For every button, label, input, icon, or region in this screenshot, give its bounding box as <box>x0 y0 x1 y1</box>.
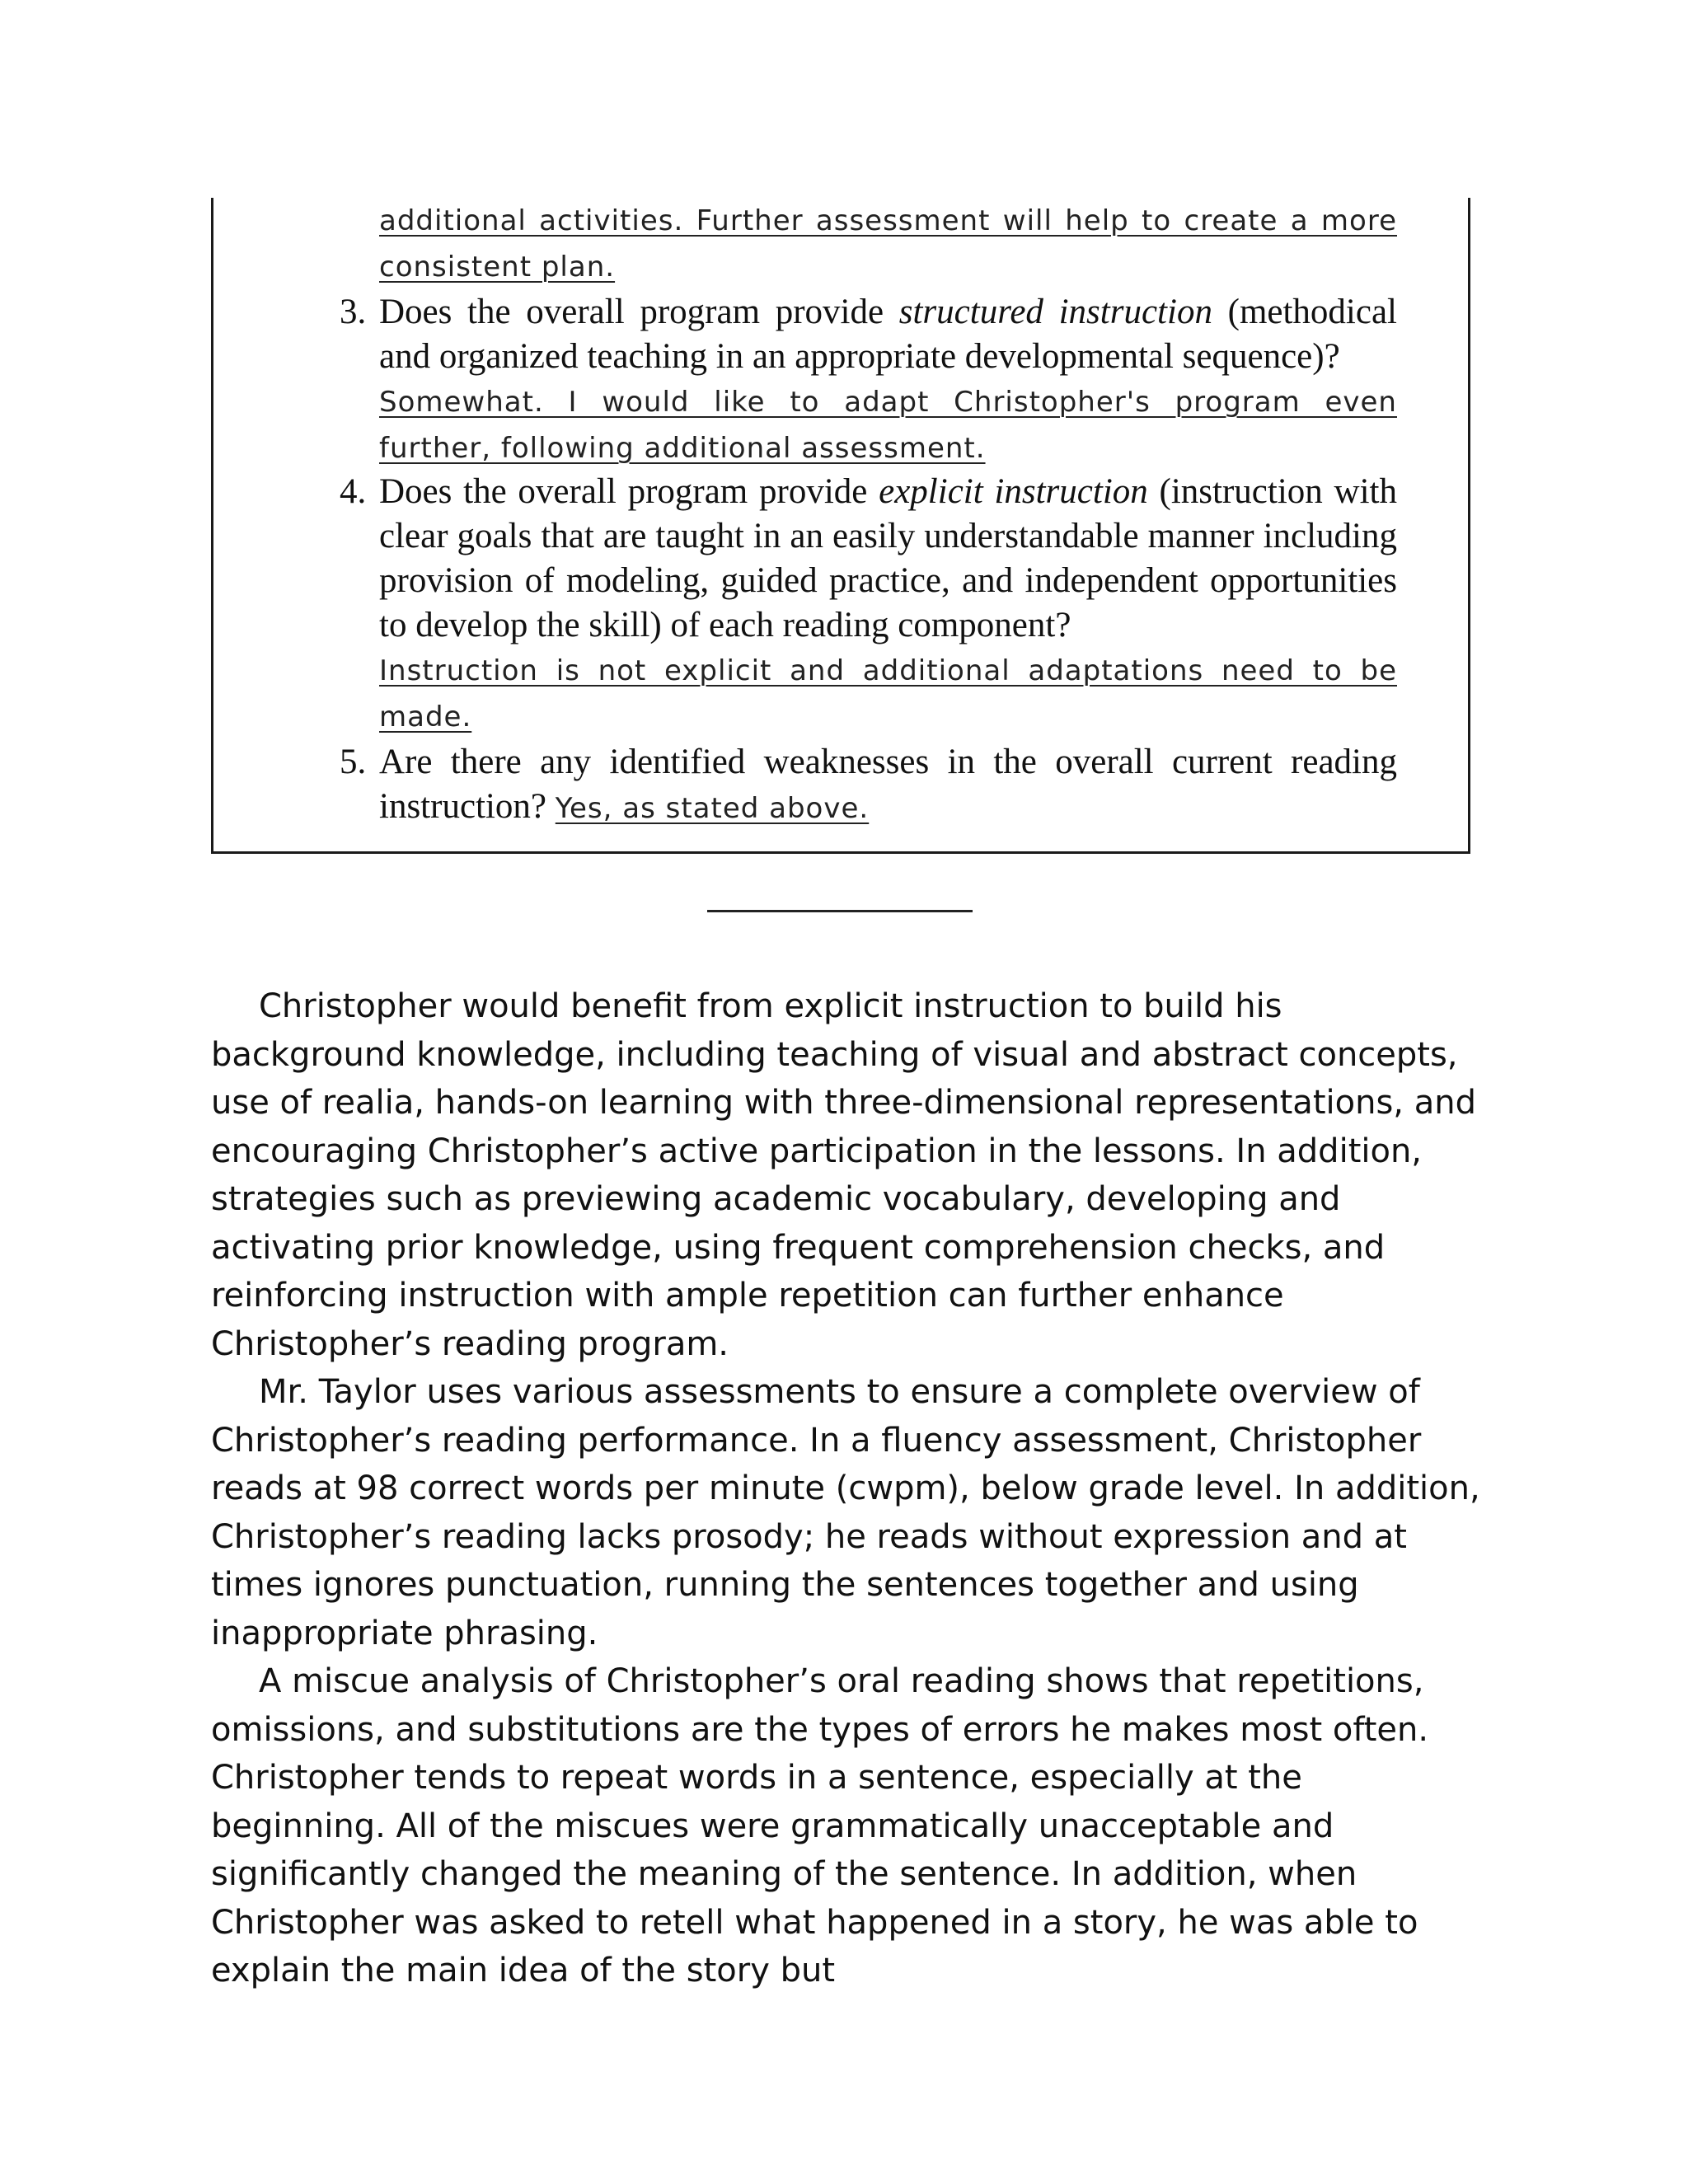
question-text: Does the overall program provide structured instruction (methodical and organized teaching in an appropriate developmental sequence)? <box>379 293 1398 376</box>
item-number: 5. <box>340 743 367 781</box>
question-emphasis: structured instruction <box>898 293 1212 331</box>
paragraph: Mr. Taylor uses various assessments to ensure a complete overview of Christopher’s reading performance. In a fluency assessment, Christopher reads at 98 correct words per minute (cwpm), below grade level. In addition, Christopher’s reading lacks prosody; he reads without expression and at times ignores punctuation, running the sentences together and using inappropriate phrasing. <box>211 1373 1480 1652</box>
handwritten-answer: Somewhat. I would like to adapt Christopher's program even further, following additional assessment. <box>379 386 1397 465</box>
question-item-4 <box>340 470 1397 740</box>
continued-answer <box>379 198 1397 290</box>
section-divider <box>707 910 973 912</box>
question-text: Are there any identified weaknesses in the overall current reading instruction? <box>379 743 1397 826</box>
item-number: 4. <box>340 472 367 511</box>
question-item-3 <box>340 290 1398 471</box>
question-emphasis: explicit instruction <box>879 472 1148 511</box>
paragraph: A miscue analysis of Christopher’s oral reading shows that repetitions, omissions, and substitutions are the types of errors he makes most often. Christopher tends to repeat words in a sentence, especially at the beginning. All of the miscues were grammatically unacceptable and significantly changed the meaning of the sentence. In addition, when Christopher was asked to retell what happened in a story, he was able to explain the main idea of the story but <box>211 1662 1429 1990</box>
question-item-5 <box>340 740 1397 831</box>
item-number: 3. <box>340 293 367 331</box>
handwritten-answer: Instruction is not explicit and additional adaptations need to be made. <box>379 654 1397 733</box>
question-text: Does the overall program provide explicit instruction (instruction with clear goals that are taught in an easily understandable manner including provision of modeling, guided practice, and independent opportunities to develop the skill) of each reading component? <box>379 472 1397 644</box>
body-text <box>211 982 1480 1995</box>
paragraph: Christopher would benefit from explicit instruction to build his background knowledge, including teaching of visual and abstract concepts, use of realia, hands-on learning with three-dimensional representations, and encouraging Christopher’s active participation in the lessons. In addition, strategies such as previewing academic vocabulary, developing and activating prior knowledge, using frequent comprehension checks, and reinforcing instruction with ample repetition can further enhance Christopher’s reading program. <box>211 987 1476 1363</box>
handwritten-answer-continued: additional activities. Further assessment will help to create a more consistent plan. <box>379 204 1397 284</box>
handwritten-answer: Yes, as stated above. <box>555 792 870 825</box>
